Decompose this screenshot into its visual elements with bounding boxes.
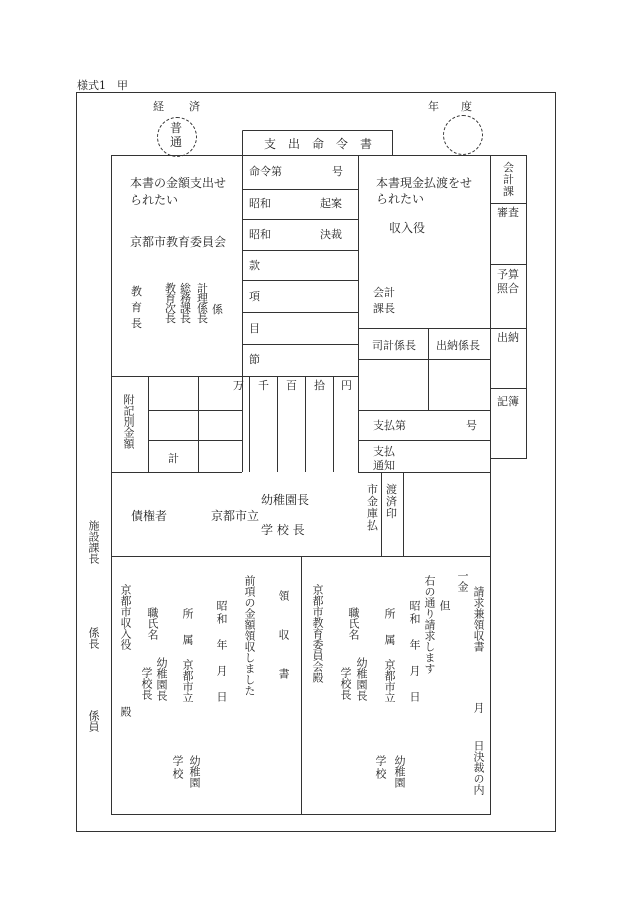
kaikei-ka-label: 会 計 課 (503, 161, 514, 198)
yosan-shogo-label: 予算 照合 (497, 268, 519, 295)
shiharai-tsuchi-label: 支払 通知 (373, 445, 395, 472)
pay-text: 本書現金払渡をせ られたい (376, 176, 473, 206)
shikei-kakaricho: 司計係長 (372, 339, 416, 352)
shisetsu-kacho-label: 施設課長 (87, 520, 100, 564)
kan-label: 款 (249, 259, 260, 272)
shiharai-go-label: 号 (466, 419, 477, 432)
annex-amount-label: 附記別金額 (122, 394, 135, 449)
request-principal: 学校長 (339, 667, 352, 700)
official-kakari: 係 (212, 303, 223, 316)
request-ikkin: 一金 (456, 570, 469, 592)
request-gakko: 学校 (374, 755, 387, 781)
watashizumi-stamp: 渡 済 印 (386, 483, 397, 520)
showa-kessai: 昭和 (249, 228, 271, 241)
request-title: 請求兼領収書 (472, 586, 485, 652)
official-kyoikucho: 教 育 長 (131, 285, 142, 330)
request-youchien: 幼稚園 (393, 755, 406, 788)
receipt-principal: 学校長 (140, 667, 153, 700)
request-gatsu: 月 (472, 702, 485, 713)
shunyu-label: 収入役 (389, 221, 426, 235)
form-label: 様式1 甲 (77, 79, 128, 92)
digit-en: 円 (341, 379, 352, 392)
kessai-label: 決裁 (320, 228, 342, 241)
request-shokushimei: 職氏名 (347, 607, 360, 640)
receipt-city: 京都市立 (181, 659, 194, 703)
kibo-label: 記簿 (497, 395, 519, 408)
suitou-label: 出納 (497, 331, 519, 344)
kei-label: 計 (168, 452, 179, 465)
receipt-statement: 前項の金額領収しました (243, 575, 256, 696)
receipt-youchien: 幼稚園 (188, 755, 201, 788)
digit-ju: 拾 (314, 379, 325, 392)
kian-label: 起案 (320, 197, 342, 210)
receipt-shozoku: 所 属 (181, 608, 194, 647)
meirei-label: 命令第 (249, 165, 282, 178)
request-head: 幼稚園長 (355, 657, 368, 701)
shuno-kakaricho: 出納係長 (436, 339, 480, 352)
request-date: 昭和 年 月 日 (408, 600, 421, 704)
meirei-go: 号 (332, 165, 343, 178)
order-board: 京都市教育委員会 (130, 235, 227, 249)
keizai-label: 経 済 (153, 100, 201, 113)
receipt-gakko: 学校 (171, 755, 184, 781)
year-stamp (443, 115, 483, 155)
moku-label: 目 (249, 322, 260, 335)
official-jicho: 教 育 次 長 (165, 282, 176, 325)
creditor-principal: 学 校 長 (261, 523, 305, 537)
receipt-head: 幼稚園長 (155, 657, 168, 701)
digit-sen: 千 (258, 379, 269, 392)
setsu-label: 節 (249, 353, 260, 366)
official-somu: 総 務 課 長 (180, 282, 191, 325)
kaikei-kacho: 会計 課長 (373, 286, 395, 315)
shiharai-dai-label: 支払第 (373, 419, 406, 432)
kakaricho-label: 係長 (87, 627, 100, 649)
shinsa-label: 審査 (497, 206, 519, 219)
document-title: 支 出 命 令 書 (264, 137, 373, 151)
request-board: 京都市教育委員会殿 (311, 584, 324, 683)
order-text: 本書の金額支出せ られたい (130, 176, 227, 207)
creditor-label: 債権者 (131, 509, 168, 523)
nendo-label: 年 度 (428, 100, 472, 113)
request-tadashi: 但 (438, 600, 451, 611)
creditor-kindergarten-head: 幼稚園長 (261, 493, 310, 507)
kakariin-label: 係員 (87, 710, 100, 732)
receipt-dono: 殿 (119, 706, 132, 717)
showa-kian: 昭和 (249, 197, 271, 210)
request-shozoku: 所 属 (383, 608, 396, 647)
request-nichi-kessai: 日決裁の内 (472, 740, 485, 795)
receipt-treasurer: 京都市収入役 (119, 584, 132, 650)
futsu-stamp-text: 普 通 (170, 121, 183, 149)
request-city: 京都市立 (383, 659, 396, 703)
receipt-date: 昭和 年 月 日 (215, 600, 228, 704)
shikinko-barai: 市 金 庫 払 (367, 483, 378, 532)
ko-label: 項 (249, 290, 260, 303)
request-statement: 右の通り請求します (423, 575, 436, 674)
digit-hyaku: 百 (286, 379, 297, 392)
receipt-shokushimei: 職氏名 (146, 607, 159, 640)
receipt-title: 領 収 書 (277, 590, 290, 681)
creditor-city: 京都市立 (211, 509, 260, 523)
official-keiri: 計 理 係 長 (197, 282, 208, 325)
digit-man: 万 (233, 379, 244, 392)
